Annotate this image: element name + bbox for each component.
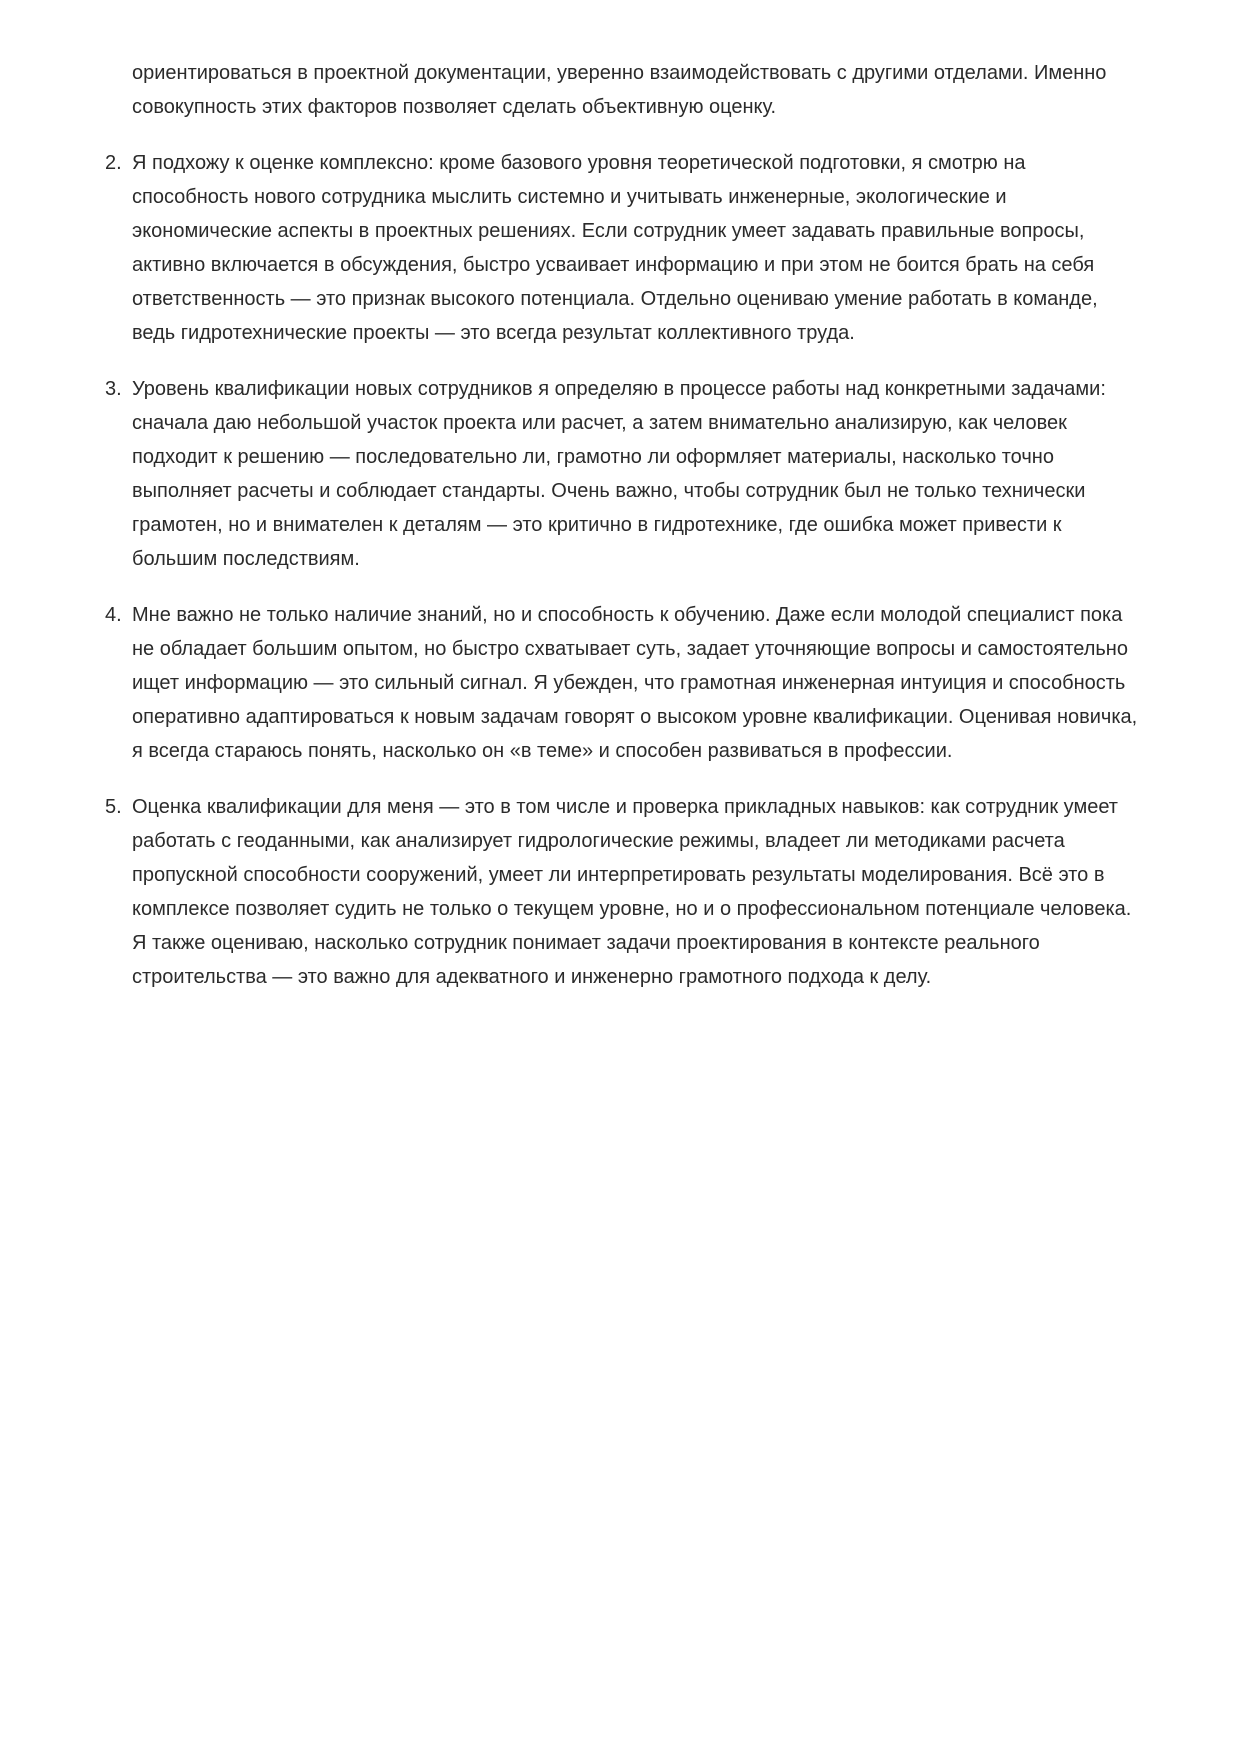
list-item-number: 5. [105,796,122,818]
list-item-number: 3. [105,378,122,400]
list-item-number: 4. [105,604,122,626]
list-item-3 [105,372,1139,576]
list-item-number: 2. [105,152,122,174]
paragraph-continuation: ориентироваться в проектной документации, уверенно взаимодействовать с другими отделами. Именно совокупность этих факторов позволяет сделать объективную оценку. [132,62,1107,118]
list-item-2 [105,146,1139,350]
list-item-5 [105,790,1139,994]
list-item-text: Уровень квалификации новых сотрудников я определяю в процессе работы над конкретными задачами: сначала даю небольшой участок проекта или расчет, а затем внимательно анализирую, как человек подходит к решению — последовательно ли, грамотно ли оформляет материалы, насколько точно выполняет расчеты и соблюдает стандарты. Очень важно, чтобы сотрудник был не только технически грамотен, но и внимателен к деталям — это критично в гидротехнике, где ошибка может привести к большим последствиям. [132,378,1106,570]
list-item-text: Мне важно не только наличие знаний, но и способность к обучению. Даже если молодой специалист пока не обладает большим опытом, но быстро схватывает суть, задает уточняющие вопросы и самостоятельно ищет информацию — это сильный сигнал. Я убежден, что грамотная инженерная интуиция и способность оперативно адаптироваться к новым задачам говорят о высоком уровне квалификации. Оценивая новичка, я всегда стараюсь понять, насколько он «в теме» и способен развиваться в профессии. [132,604,1138,762]
list-item-4 [105,598,1139,768]
list-item-text: Оценка квалификации для меня — это в том числе и проверка прикладных навыков: как сотрудник умеет работать с геоданными, как анализирует гидрологические режимы, владеет ли методиками расчета пропускной способности сооружений, умеет ли интерпретировать результаты моделирования. Всё это в комплексе позволяет судить не только о текущем уровне, но и о профессиональном потенциале человека. Я также оцениваю, насколько сотрудник понимает задачи проектирования в контексте реального строительства — это важно для адекватного и инженерно грамотного подхода к делу. [132,796,1132,988]
list-item-text: Я подхожу к оценке комплексно: кроме базового уровня теоретической подготовки, я смотрю на способность нового сотрудника мыслить системно и учитывать инженерные, экологические и экономические аспекты в проектных решениях. Если сотрудник умеет задавать правильные вопросы, активно включается в обсуждения, быстро усваивает информацию и при этом не боится брать на себя ответственность — это признак высокого потенциала. Отдельно оцениваю умение работать в команде, ведь гидротехнические проекты — это всегда результат коллективного труда. [132,152,1098,344]
